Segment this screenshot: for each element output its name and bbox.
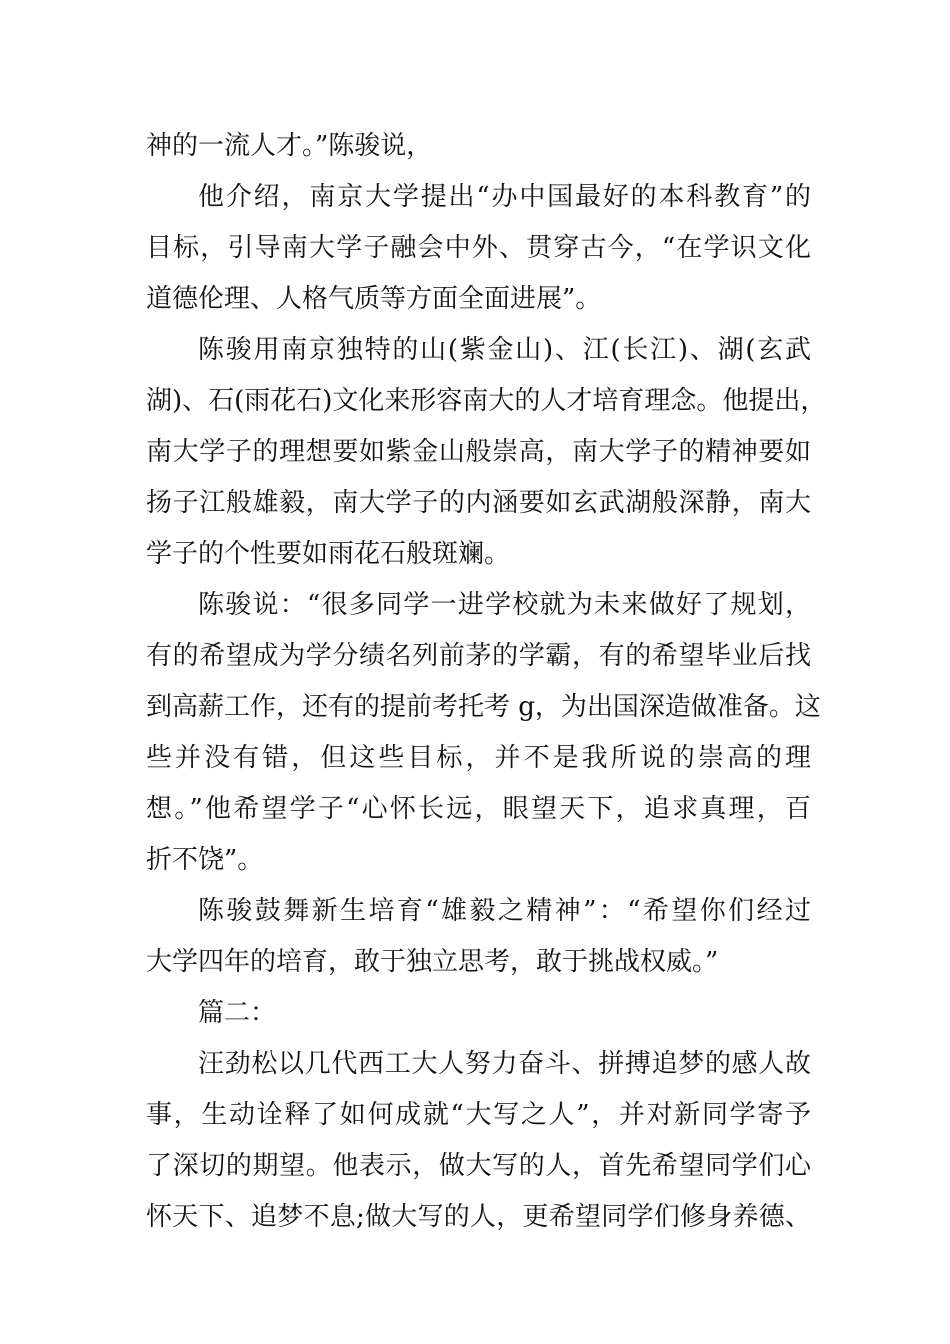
text-line: 他介绍，南京大学提出“办中国最好的本科教育”的 [198,182,811,212]
text-line: 有的希望成为学分绩名列前茅的学霸，有的希望毕业后找 [146,641,811,671]
text-line: 折不饶”。 [146,845,264,875]
text-line: 扬子江般雄毅，南大学子的内涵要如玄武湖般深静，南大 [146,488,811,518]
text-line: 想。”他希望学子“心怀长远，眼望天下，追求真理，百 [146,794,811,824]
text-line: 汪劲松以几代西工大人努力奋斗、拼搏追梦的感人故 [198,1049,811,1079]
text-line: 事，生动诠释了如何成就“大写之人”，并对新同学寄予 [146,1100,811,1130]
text-line: 南大学子的理想要如紫金山般崇高，南大学子的精神要如 [146,437,811,467]
text-line: 了深切的期望。他表示，做大写的人，首先希望同学们心 [146,1151,811,1181]
text-line: 大学四年的培育，敢于独立思考，敢于挑战权威。” [146,947,719,977]
text-line: 到高薪工作，还有的提前考托考 g，为出国深造做准备。这 [146,692,821,722]
text-line: 道德伦理、人格气质等方面全面进展”。 [146,284,602,314]
section-heading: 篇二： [198,998,277,1028]
text-line: 陈骏说：“很多同学一进学校就为未来做好了规划， [198,590,811,620]
text-line: 神的一流人才。”陈骏说， [146,131,433,161]
text-line: 陈骏鼓舞新生培育“雄毅之精神”：“希望你们经过 [198,896,811,926]
text-line: 陈骏用南京独特的山(紫金山)、江(长江)、湖(玄武 [198,335,811,365]
text-line: 目标，引导南大学子融会中外、贯穿古今，“在学识文化 [146,233,811,263]
text-line: 些并没有错，但这些目标，并不是我所说的崇高的理 [146,743,811,773]
text-line: 湖)、石(雨花石)文化来形容南大的人才培育理念。他提出， [146,386,827,416]
text-line: 怀天下、追梦不息;做大写的人，更希望同学们修身养德、 [146,1202,811,1232]
text-line: 学子的个性要如雨花石般斑斓。 [146,539,511,569]
body-text [146,121,827,1243]
